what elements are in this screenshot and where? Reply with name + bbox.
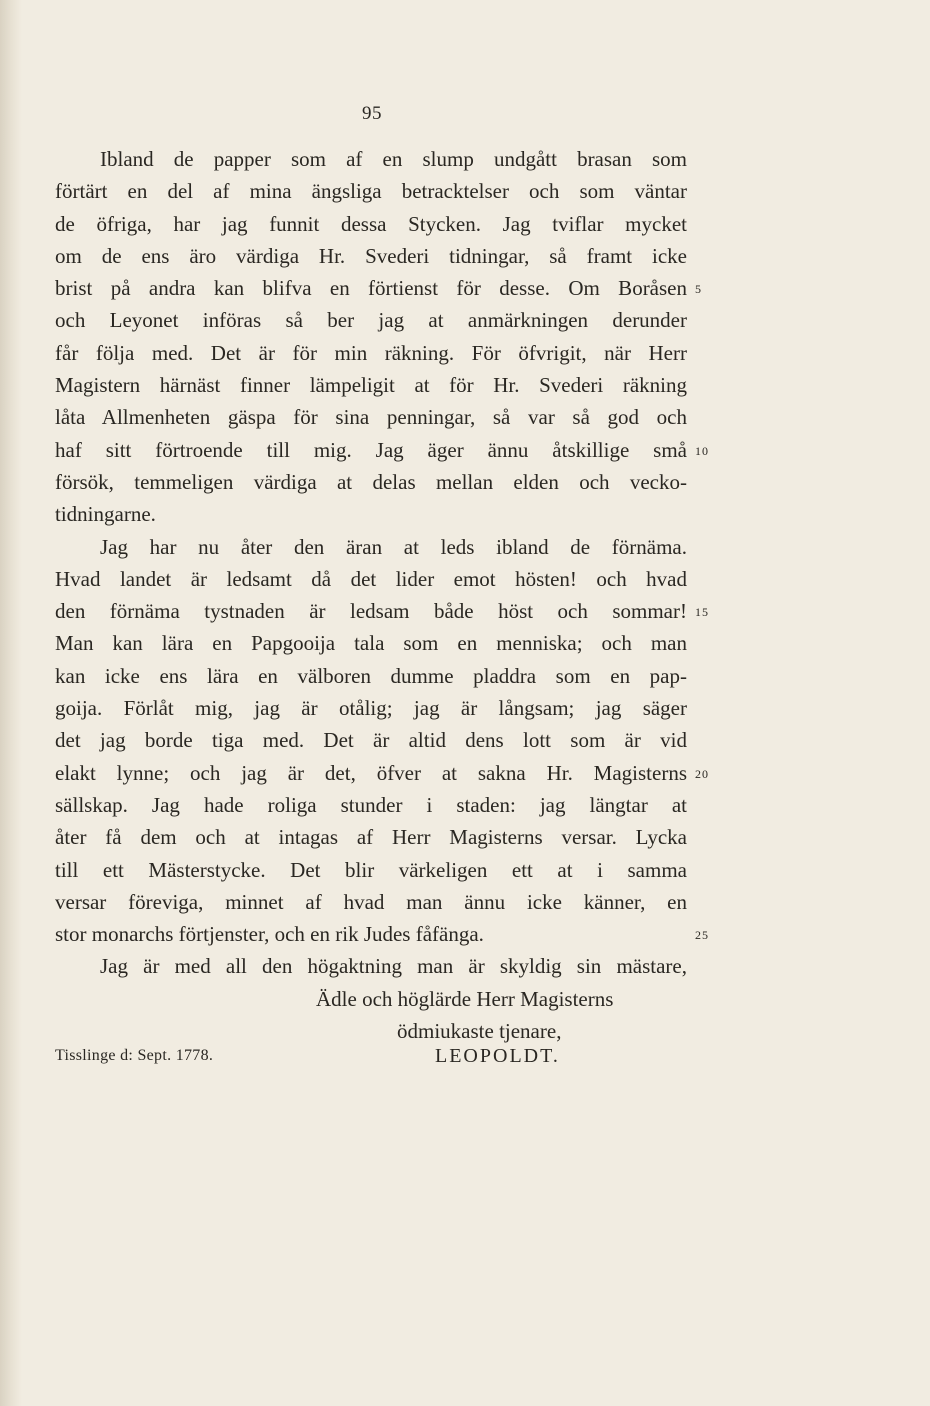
text-line: Hvad landet är ledsamt då det lider emot hösten! och hvad [55, 566, 687, 591]
text-line: Man kan lära en Papgooija tala som en menniska; och man [55, 631, 687, 656]
text-line: elakt lynne; och jag är det, öfver at sakna Hr. Magisterns 20 [55, 757, 687, 789]
place-date: Tisslinge d: Sept. 1778. [55, 1047, 214, 1064]
text-line: försök, temmeligen värdiga at delas mellan elden och vecko- [55, 469, 687, 494]
text-line: de öfriga, har jag funnit dessa Stycken. Jag tviflar mycket [55, 211, 687, 236]
line-number: 20 [695, 766, 709, 781]
text-line: Jag har nu åter den äran at leds ibland de förnäma. [100, 534, 687, 559]
text-line: förtärt en del af mina ängsliga betracktelser och som väntar [55, 179, 687, 204]
text-line: brist på andra kan blifva en förtienst för desse. Om Boråsen 5 [55, 272, 687, 304]
text-line [55, 498, 687, 530]
text-line: Magistern härnäst finner lämpeligit at för Hr. Svederi räkning [55, 373, 687, 398]
line-number: 25 [695, 928, 709, 943]
text-line: goija. Förlåt mig, jag är otålig; jag är långsam; jag säger [55, 696, 687, 721]
text-line: om de ens äro värdiga Hr. Svederi tidningar, så framt icke [55, 243, 687, 268]
text-line [55, 918, 709, 950]
text-line: till ett Mästerstycke. Det blir värkeligen ett at i samma [55, 857, 687, 882]
text-line: versar föreviga, minnet af hvad man ännu icke känner, en [55, 889, 687, 914]
closing-line: Ädle och höglärde Herr Magisterns [316, 986, 614, 1011]
line-number: 5 [695, 282, 702, 297]
text-line: den förnäma tystnaden är ledsam både höst och sommar! 15 [55, 595, 687, 627]
text-line: låta Allmenheten gäspa för sina penningar, så var så god och [55, 405, 687, 430]
signer-name: LEOPOLDT. [435, 1045, 560, 1067]
text-line: får följa med. Det är för min räkning. För öfvrigit, när Herr [55, 340, 687, 365]
text-line: Jag är med all den högaktning man är skyldig sin mästare, [100, 954, 687, 979]
line-number: 10 [695, 443, 709, 458]
page-gutter-shadow [0, 0, 22, 1406]
text-line: det jag borde tiga med. Det är altid dens lott som är vid [55, 728, 687, 753]
text-line: kan icke ens lära en välboren dumme pladdra som en pap- [55, 663, 687, 688]
text-line: haf sitt förtroende till mig. Jag äger ännu åtskillige små 10 [55, 434, 687, 466]
text-line: sällskap. Jag hade roliga stunder i staden: jag längtar at [55, 792, 687, 817]
text-line-content: stor monarchs förtjenster, och en rik Judes fåfänga. [55, 922, 484, 947]
line-number: 15 [695, 605, 709, 620]
text-line: och Leyonet införas så ber jag at anmärkningen derunder [55, 308, 687, 333]
text-line: åter få dem och at intagas af Herr Magisterns versar. Lycka [55, 825, 687, 850]
closing-line: ödmiukaste tjenare, [397, 1019, 562, 1044]
page-number: 95 [362, 103, 382, 124]
signature-row [55, 1045, 687, 1073]
text-line: Ibland de papper som af en slump undgått brasan som [100, 147, 687, 171]
text-line-content: tidningarne. [55, 502, 156, 527]
letter-body [55, 143, 709, 1047]
